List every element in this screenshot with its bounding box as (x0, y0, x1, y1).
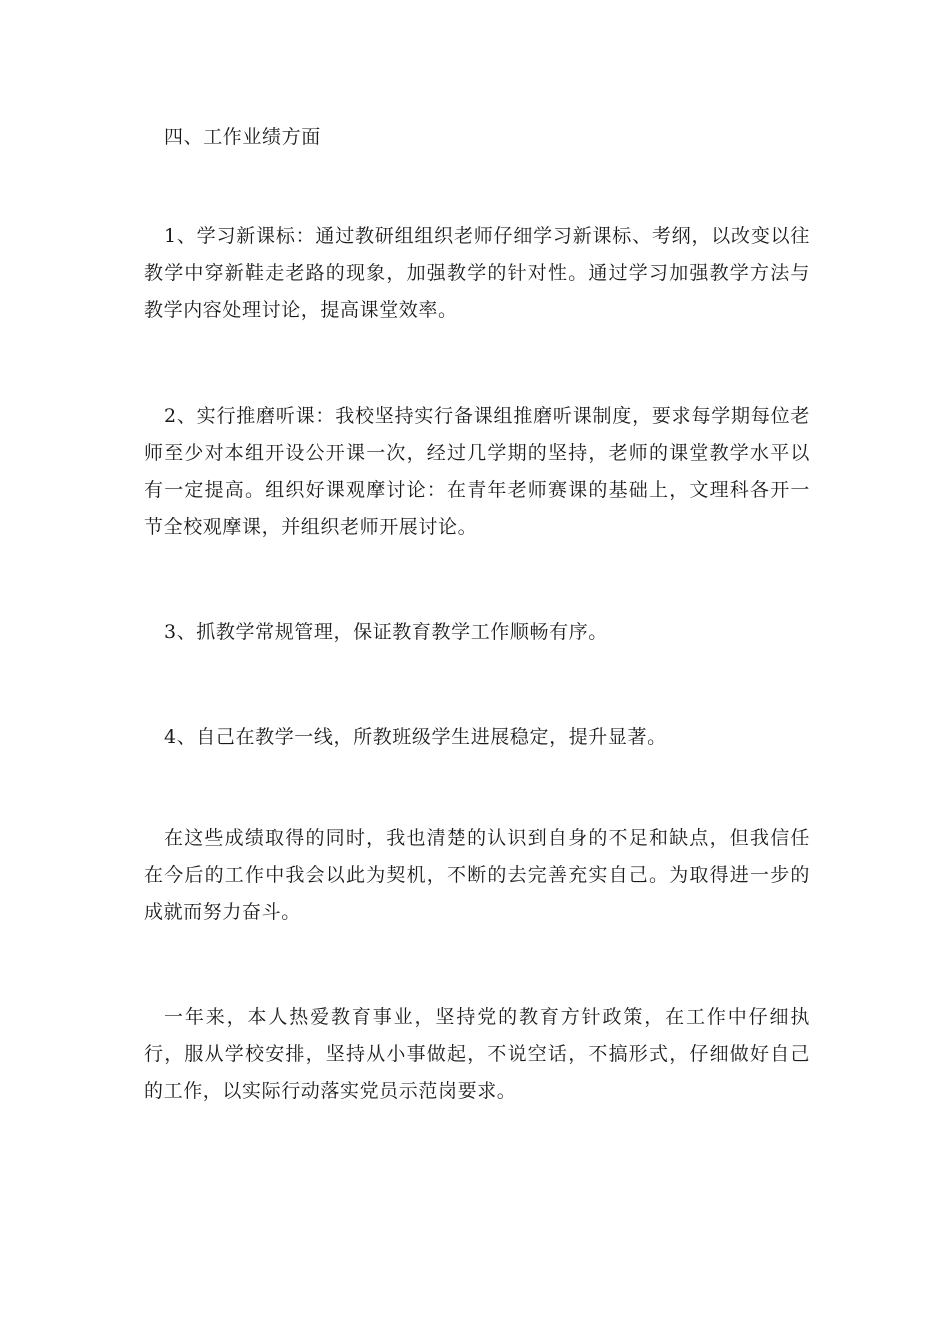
paragraph-study-new-curriculum: 1、学习新课标：通过教研组组织老师仔细学习新课标、考纲，以改变以往教学中穿新鞋走老路的现象，加强教学的针对性。通过学习加强教学方法与教学内容处理讨论，提高课堂效率。 (144, 225, 810, 321)
paragraph-rotating-lesson-observation: 2、实行推磨听课：我校坚持实行备课组推磨听课制度，要求每学期每位老师至少对本组开设公开课一次，经过几学期的坚持，老师的课堂教学水平以有一定提高。组织好课观摩讨论：在青年老师赛课的基础上，文理科各开一节全校观摩课，并组织老师开展讨论。 (144, 405, 810, 538)
paragraph-year-summary: 一年来，本人热爱教育事业，坚持党的教育方针政策，在工作中仔细执行，服从学校安排，坚持从小事做起，不说空话，不搞形式，仔细做好自己的工作，以实际行动落实党员示范岗要求。 (144, 1006, 810, 1102)
section-heading: 四、工作业绩方面 (164, 126, 321, 148)
paragraph-teaching-routine-management: 3、抓教学常规管理，保证教育教学工作顺畅有序。 (164, 621, 608, 643)
paragraph-frontline-teaching: 4、自己在教学一线，所教班级学生进展稳定，提升显著。 (164, 726, 667, 748)
paragraph-self-reflection: 在这些成绩取得的同时，我也清楚的认识到自身的不足和缺点，但我信任在今后的工作中我会以此为契机，不断的去完善充实自己。为取得进一步的成就而努力奋斗。 (144, 827, 810, 923)
